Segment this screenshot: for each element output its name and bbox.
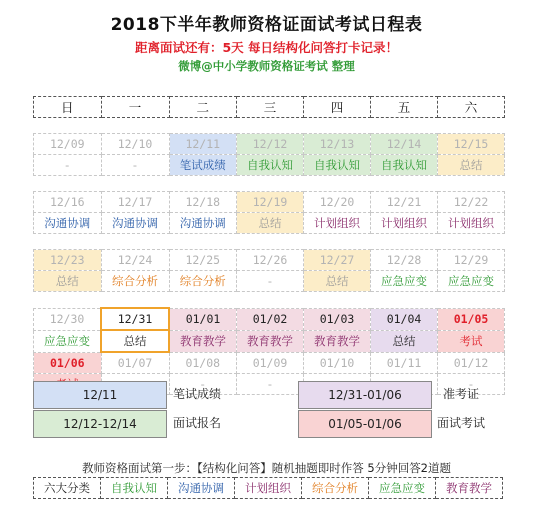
task-cell: 沟通协调 bbox=[101, 213, 169, 234]
week-2-tasks bbox=[34, 213, 505, 234]
weekday-header-row bbox=[34, 97, 505, 118]
task-cell: 沟通协调 bbox=[169, 213, 237, 234]
category-planning: 计划组织 bbox=[235, 477, 302, 499]
date-cell: 12/13 bbox=[304, 134, 371, 155]
date-cell: 12/17 bbox=[101, 192, 169, 213]
category-bar bbox=[33, 477, 503, 499]
task-cell: 总结 bbox=[34, 271, 102, 292]
task-cell: 考试 bbox=[438, 330, 505, 352]
task-cell: - bbox=[237, 374, 304, 395]
task-cell: 应急应变 bbox=[34, 330, 102, 352]
task-cell: 计划组织 bbox=[438, 213, 505, 234]
today-task-cell: 总结 bbox=[101, 330, 169, 352]
date-cell: 12/20 bbox=[304, 192, 371, 213]
week-3-dates bbox=[34, 250, 505, 271]
date-cell: 12/29 bbox=[438, 250, 505, 271]
date-cell: 01/09 bbox=[237, 352, 304, 374]
category-analysis: 综合分析 bbox=[302, 477, 369, 499]
footer-note: 教师资格面试第一步：【结构化问答】随机抽题即时作答 5分钟回答2道题 bbox=[81, 461, 452, 475]
task-cell: 总结 bbox=[304, 271, 371, 292]
task-cell: 自我认知 bbox=[237, 155, 304, 176]
date-cell: 12/21 bbox=[371, 192, 438, 213]
task-cell: 教育教学 bbox=[304, 330, 371, 352]
weekday-fri: 五 bbox=[371, 97, 438, 118]
date-cell: 12/23 bbox=[34, 250, 102, 271]
legend-swatch-registration: 12/12-12/14 bbox=[33, 410, 167, 438]
date-cell: 12/18 bbox=[169, 192, 237, 213]
source-subtitle: 微博@中小学教师资格证考试 整理 bbox=[178, 59, 355, 73]
weekday-sat: 六 bbox=[438, 97, 505, 118]
date-cell: 12/15 bbox=[438, 134, 505, 155]
task-cell: 总结 bbox=[438, 155, 505, 176]
category-communication: 沟通协调 bbox=[168, 477, 235, 499]
legend-swatch-written-score: 12/11 bbox=[33, 381, 167, 409]
week-1-tasks bbox=[34, 155, 505, 176]
date-cell: 12/12 bbox=[237, 134, 304, 155]
date-cell: 01/05 bbox=[438, 308, 505, 330]
task-cell: 自我认知 bbox=[304, 155, 371, 176]
task-cell: 总结 bbox=[371, 330, 438, 352]
countdown-subtitle: 距离面试还有：5天 每日结构化问答打卡记录！ bbox=[134, 40, 399, 55]
legend-swatch-interview-exam: 01/05-01/06 bbox=[298, 410, 432, 438]
date-cell: 12/27 bbox=[304, 250, 371, 271]
date-cell: 01/03 bbox=[304, 308, 371, 330]
task-cell: 综合分析 bbox=[101, 271, 169, 292]
date-cell: 01/12 bbox=[438, 352, 505, 374]
task-cell: 自我认知 bbox=[371, 155, 438, 176]
date-cell: 12/09 bbox=[34, 134, 102, 155]
date-cell: 01/01 bbox=[169, 308, 237, 330]
category-self-awareness: 自我认知 bbox=[101, 477, 168, 499]
category-teaching: 教育教学 bbox=[436, 477, 503, 499]
date-cell: 12/10 bbox=[101, 134, 169, 155]
weekday-mon: 一 bbox=[101, 97, 169, 118]
date-cell: 01/11 bbox=[371, 352, 438, 374]
week-4-dates bbox=[34, 308, 505, 330]
task-cell: - bbox=[101, 155, 169, 176]
today-date-cell: 12/31 bbox=[101, 308, 169, 330]
task-cell: - bbox=[438, 374, 505, 395]
date-cell: 01/08 bbox=[169, 352, 237, 374]
date-cell: 12/16 bbox=[34, 192, 102, 213]
legend-swatch-admission-ticket: 12/31-01/06 bbox=[298, 381, 432, 409]
date-cell: 12/11 bbox=[169, 134, 237, 155]
category-emergency: 应急应变 bbox=[369, 477, 436, 499]
task-cell: 计划组织 bbox=[371, 213, 438, 234]
weekday-sun: 日 bbox=[34, 97, 102, 118]
weekday-wed: 三 bbox=[237, 97, 304, 118]
date-cell: 01/07 bbox=[101, 352, 169, 374]
task-cell: 应急应变 bbox=[371, 271, 438, 292]
week-1-dates bbox=[34, 134, 505, 155]
week-5-dates bbox=[34, 352, 505, 374]
task-cell: 计划组织 bbox=[304, 213, 371, 234]
legend-label-interview-exam: 面试考试 bbox=[437, 416, 486, 430]
task-cell: 教育教学 bbox=[237, 330, 304, 352]
date-cell: 01/10 bbox=[304, 352, 371, 374]
task-cell: 综合分析 bbox=[169, 271, 237, 292]
legend-label-written-score: 笔试成绩 bbox=[173, 387, 222, 401]
task-cell: - bbox=[34, 155, 102, 176]
week-4-tasks bbox=[34, 330, 505, 352]
date-cell: 12/24 bbox=[101, 250, 169, 271]
date-cell: 01/04 bbox=[371, 308, 438, 330]
task-cell: 笔试成绩 bbox=[169, 155, 237, 176]
task-cell: 沟通协调 bbox=[34, 213, 102, 234]
page-title: 2018下半年教师资格证面试考试日程表 bbox=[110, 15, 423, 35]
date-cell: 12/25 bbox=[169, 250, 237, 271]
task-cell: 教育教学 bbox=[169, 330, 237, 352]
weekday-thu: 四 bbox=[304, 97, 371, 118]
date-cell: 12/22 bbox=[438, 192, 505, 213]
weekday-tue: 二 bbox=[169, 97, 237, 118]
schedule-calendar bbox=[33, 96, 505, 395]
category-title: 六大分类 bbox=[33, 477, 101, 499]
task-cell: 应急应变 bbox=[438, 271, 505, 292]
legend-label-registration: 面试报名 bbox=[173, 416, 222, 430]
date-cell: 12/30 bbox=[34, 308, 102, 330]
task-cell: 总结 bbox=[237, 213, 304, 234]
date-cell: 12/28 bbox=[371, 250, 438, 271]
task-cell: - bbox=[169, 374, 237, 395]
date-cell: 12/14 bbox=[371, 134, 438, 155]
date-cell: 12/19 bbox=[237, 192, 304, 213]
week-3-tasks bbox=[34, 271, 505, 292]
date-cell: 01/06 bbox=[34, 352, 102, 374]
week-2-dates bbox=[34, 192, 505, 213]
date-cell: 01/02 bbox=[237, 308, 304, 330]
legend-label-admission-ticket: 准考证 bbox=[443, 387, 480, 401]
task-cell: - bbox=[237, 271, 304, 292]
date-cell: 12/26 bbox=[237, 250, 304, 271]
